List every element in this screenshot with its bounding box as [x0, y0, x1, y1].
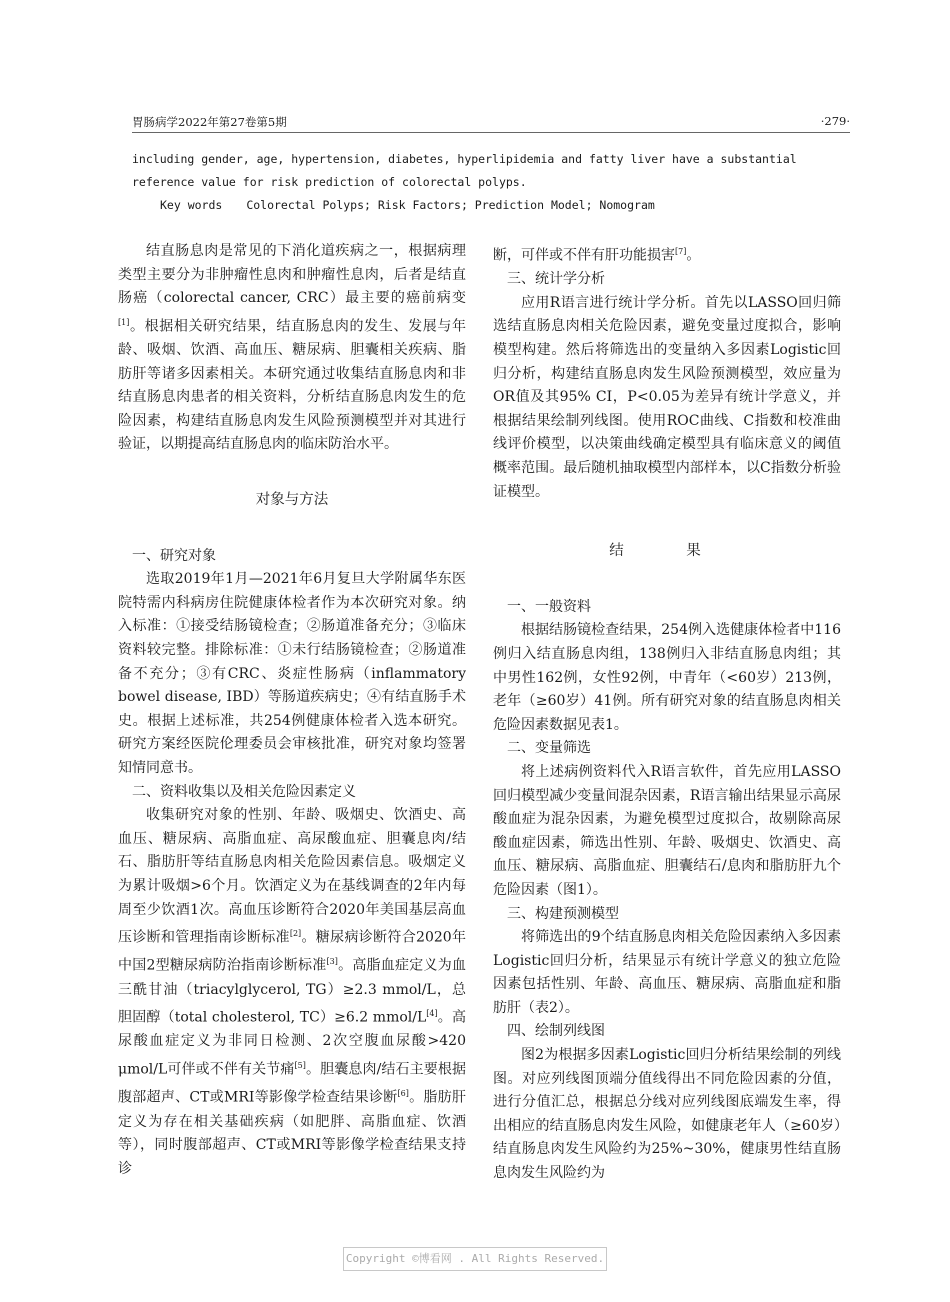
left-column [118, 240, 466, 1181]
intro-paragraph: 结直肠息肉是常见的下消化道疾病之一，根据病理类型主要分为非肿瘤性息肉和肿瘤性息肉，后者是结直肠癌（colorectal cancer, CRC）最主要的癌前病变[1]。根据相关研究结果，结直肠息肉的发生、发展与年龄、吸烟、饮酒、高血压、糖尿病、胆囊相关疾病、脂肪肝等诸多因素相关。本研究通过收集结直肠息肉和非结直肠息肉患者的相关资料，分析结直肠息肉发生的危险因素，构建结直肠息肉发生风险预测模型并对其进行验证，以期提高结直肠息肉的临床防治水平。 [118, 243, 466, 453]
citation: [5] [294, 1061, 306, 1071]
nomogram-paragraph: 图2为根据多因素Logistic回归分析结果绘制的列线图。对应列线图顶端分值线得出不同危险因素的分值，进行分值汇总，根据总分线对应列线图底端发生率，得出相应的结直肠息肉发生风险，如健康老年人（≥60岁）结直肠息肉发生风险约为25%~30%，健康男性结直肠息肉发生风险约为 [493, 1047, 841, 1182]
data-collection-paragraph: 收集研究对象的性别、年龄、吸烟史、饮酒史、高血压、糖尿病、高脂血症、高尿酸血症、胆囊息肉/结石、脂肪肝等结直肠息肉相关危险因素信息。吸烟定义为累计吸烟>6个月。饮酒定义为在基线调查的2年内每周至少饮酒1次。高血压诊断符合2020年美国基层高血压诊断和管理指南诊断标准[2]。糖尿病诊断符合2020年中国2型糖尿病防治指南诊断标准[3]。高脂血症定义为血三酰甘油（triacylglycerol, TG）≥2.3 mmol/L，总胆固醇（total cholesterol, TC）≥6.2 mmol/L[4]。高尿酸血症定义为非同日检测、2次空腹血尿酸>420 μmol/L可伴或不伴有关节痛[5]。胆囊息肉/结石主要根据腹部超声、CT或MRI等影像学检查结果诊断[6]。脂肪肝定义为存在相关基础疾病（如肥胖、高脂血症、饮酒等），同时腹部超声、CT或MRI等影像学检查结果支持诊 [118, 807, 467, 1177]
subheading-subjects: 一、研究对象 [132, 547, 216, 564]
keywords-list: Colorectal Polyps; Risk Factors; Prediction Model; Nomogram [246, 198, 655, 212]
citation: [2] [289, 929, 302, 939]
keywords-label: Key words [160, 198, 223, 212]
model-paragraph: 将筛选出的9个结直肠息肉相关危险因素纳入多因素Logistic回归分析，结果显示有统计学意义的独立危险因素包括性别、年龄、高血压、糖尿病、高脂血症和脂肪肝（表2）。 [493, 929, 841, 1016]
journal-title: 胃肠病学2022年第27卷第5期 [132, 115, 287, 129]
statistics-paragraph: 应用R语言进行统计学分析。首先以LASSO回归筛选结直肠息肉相关危险因素，避免变量过度拟合，影响模型构建。然后将筛选出的变量纳入多因素Logistic回归分析，构建结直肠息肉发生风险预测模型，效应量为OR值及其95% CI，P<0.05为差异有统计学意义，并根据结果绘制列线图。使用ROC曲线、C指数和校准曲线评价模型，以决策曲线确定模型具有临床意义的阈值概率范围。最后随机抽取模型内部样本，以C指数分析验证模型。 [493, 294, 841, 500]
subheading-general: 一、一般资料 [507, 598, 591, 615]
subheading-variable-selection: 二、变量筛选 [507, 740, 591, 757]
variable-selection-paragraph: 将上述病例资料代入R语言软件，首先应用LASSO回归模型减少变量间混杂因素，R语言输出结果显示高尿酸血症为混杂因素，为避免模型过度拟合，故剔除高尿酸血症因素，筛选出性别、年龄、吸烟史、饮酒史、高血压、糖尿病、高脂血症、胆囊结石/息肉和脂肪肝九个危险因素（图1）。 [493, 763, 841, 898]
citation: [6] [397, 1089, 409, 1099]
page-number: ·279· [820, 114, 850, 128]
subheading-statistics: 三、统计学分析 [507, 271, 605, 288]
running-header [132, 112, 850, 133]
subjects-paragraph: 选取2019年1月—2021年6月复旦大学附属华东医院特需内科病房住院健康体检者作为本次研究对象。纳入标准：①接受结肠镜检查；②肠道准备充分；③临床资料较完整。排除标准：①未行结肠镜检查；②肠道准备不充分；③有CRC、炎症性肠病（inflammatory bowel disease, IBD）等肠道疾病史；④有结直肠手术史。根据上述标准，共254例健康体检者入选本研究。研究方案经医院伦理委员会审核批准，研究对象均签署知情同意书。 [118, 571, 466, 776]
citation: [1] [118, 317, 130, 327]
citation: [3] [326, 957, 338, 967]
continued-paragraph: 断，可伴或不伴有肝功能损害[7]。 [493, 247, 701, 264]
general-paragraph: 根据结肠镜检查结果，254例入选健康体检者中116例归入结直肠息肉组，138例归入非结直肠息肉组；其中男性162例，女性92例，中青年（<60岁）213例，老年（≥60岁）41例。所有研究对象的结直肠息肉相关危险因素数据见表1。 [493, 622, 841, 733]
keywords-line [160, 194, 850, 217]
citation: [7] [675, 247, 687, 256]
subheading-model: 三、构建预测模型 [507, 905, 619, 922]
subheading-nomogram: 四、绘制列线图 [507, 1023, 605, 1040]
section-title-methods: 对象与方法 [255, 492, 329, 508]
section-title-results: 结 果 [609, 543, 725, 560]
abstract-tail: including gender, age, hypertension, diabetes, hyperlipidemia and fatty liver have a substantial reference value for risk prediction of colorectal polyps. [132, 152, 804, 189]
citation: [4] [426, 1009, 438, 1019]
copyright-watermark: Copyright ©博看网 . All Rights Reserved. [343, 1247, 607, 1271]
right-column [493, 240, 841, 1186]
subheading-data-collection: 二、资料收集以及相关危险因素定义 [132, 783, 356, 800]
